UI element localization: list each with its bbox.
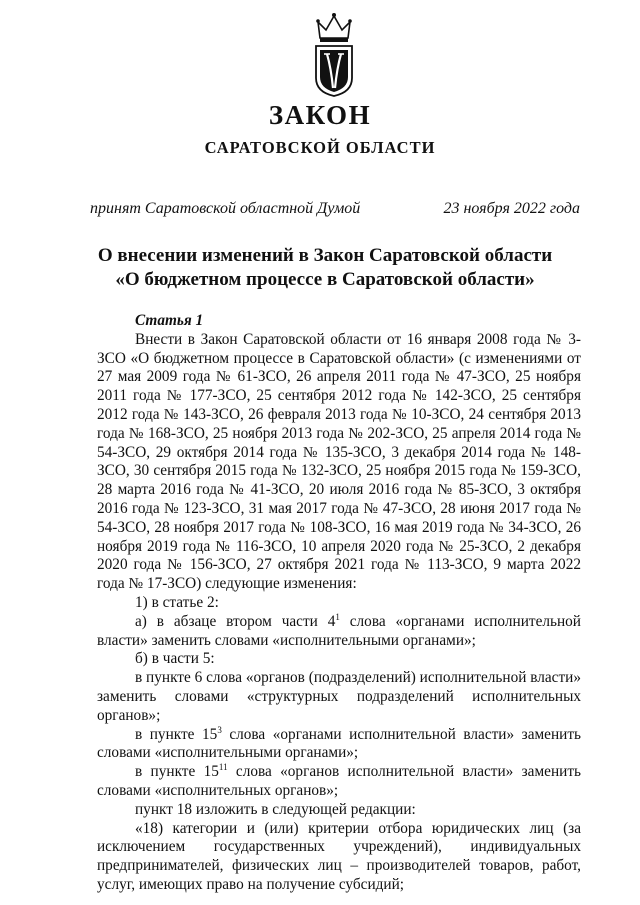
item-1b: б) в части 5: <box>135 650 215 668</box>
point-6: в пункте 6 слова «органов (подразделений) исполнительной власти» заменить словами «структурных подразделений исполнительных органов»; <box>97 669 581 724</box>
item-1a <box>97 613 581 651</box>
article-intro: Внести в Закон Саратовской области от 16 января 2008 года № 3-ЗСО «О бюджетном процессе в Саратовской области» (с изменениями от 27 мая 2009 года № 61-ЗСО, 26 апреля 2011 года № 47-ЗСО, 25 ноября 2011 года № 177-ЗСО, 25 сентября 2012 года № 142-ЗСО, 25 сентября 2012 года № 143-ЗСО, 26 февраля 2013 года № 10-ЗСО, 24 сентября 2013 года № 168-ЗСО, 25 ноября 2013 года № 202-ЗСО, 25 апреля 2014 года № 54-ЗСО, 29 октября 2014 года № 135-ЗСО, 3 декабря 2014 года № 148-ЗСО, 30 сентября 2015 года № 132-ЗСО, 25 ноября 2015 года № 159-ЗСО, 28 марта 2016 года № 41-ЗСО, 20 июля 2016 года № 85-ЗСО, 3 октября 2016 года № 123-ЗСО, 31 мая 2017 года № 47-ЗСО, 28 июня 2017 года № 54-ЗСО, 28 ноября 2017 года № 108-ЗСО, 16 мая 2019 года № 34-ЗСО, 26 ноября 2019 года № 116-ЗСО, 10 апреля 2020 года № 25-ЗСО, 2 декабря 2020 года № 156-ЗСО, 27 октября 2021 года № 113-ЗСО, 9 марта 2022 года № 17-ЗСО) следующие изменения: <box>97 330 581 593</box>
law-heading-line-1: О внесении изменений в Закон Саратовской области <box>97 245 553 266</box>
point-15-3-text-cont: слова «органами исполнительной власти» заменить словами «исполнительными органами»; <box>97 725 581 762</box>
point-15-11-text-cont: слова «органов исполнительной власти» заменить словами «исполнительных органов»; <box>97 763 581 799</box>
saratov-coat-of-arms-icon <box>312 8 356 98</box>
point-15-11-text: в пункте 15 <box>135 763 219 781</box>
item-1a-text-cont: слова «органами исполнительной власти» заменить словами «исполнительными органами»; <box>97 612 581 649</box>
point-15-11 <box>97 763 581 801</box>
law-heading-line-2: «О бюджетном процессе в Саратовской области» <box>115 269 535 290</box>
point-18: пункт 18 изложить в следующей редакции: <box>135 800 416 818</box>
item-1a-superscript: 1 <box>335 611 340 622</box>
adopted-by: принят Саратовской областной Думой <box>90 200 361 217</box>
point-15-3-superscript: 3 <box>217 724 222 735</box>
point-15-3-text: в пункте 15 <box>135 725 218 743</box>
point-15-11-superscript: 11 <box>218 762 228 773</box>
item-1: 1) в статье 2: <box>135 593 219 611</box>
adoption-date: 23 ноября 2022 года <box>443 200 580 217</box>
document-subtitle: САРАТОВСКОЙ ОБЛАСТИ <box>204 138 436 157</box>
item-1a-text: а) в абзаце втором части 4 <box>135 612 336 630</box>
article-body <box>97 312 581 895</box>
law-heading <box>40 244 610 292</box>
document-title: ЗАКОН <box>268 100 372 130</box>
point-18-text: «18) категории и (или) критерии отбора юридических лиц (за исключением государственных учреждений), индивидуальных предпринимателей, физических лиц – производителей товаров, работ, услуг, имеющих право на получение субсидий; <box>97 819 581 893</box>
article-heading: Статья 1 <box>135 312 204 329</box>
point-15-3 <box>97 726 581 764</box>
